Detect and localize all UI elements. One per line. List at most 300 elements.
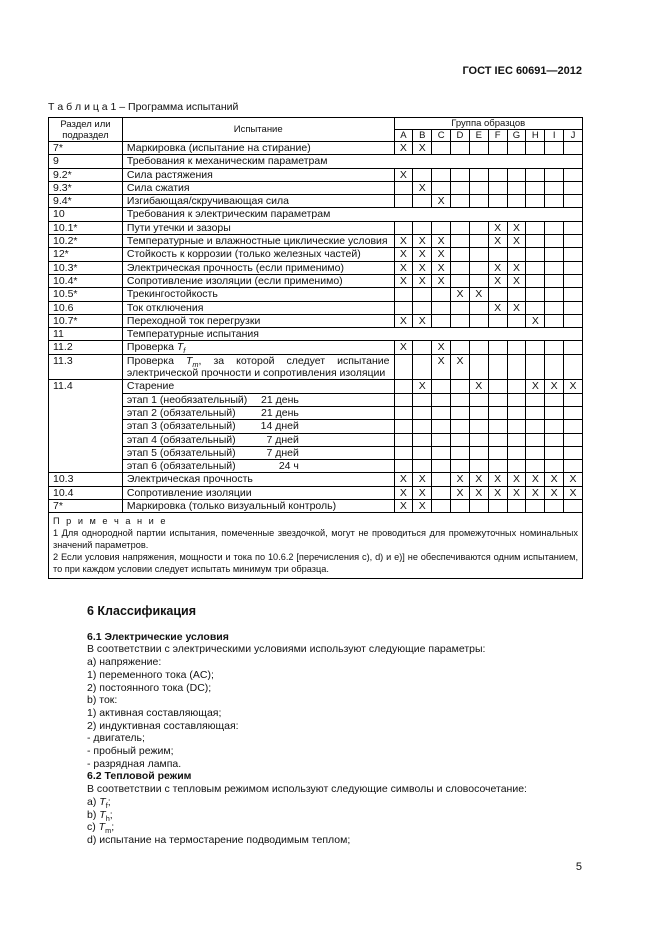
- table-row: [49, 341, 583, 354]
- row-test: [122, 341, 394, 354]
- temp-symbol: $T_f$: [176, 341, 186, 356]
- mark-cell: [507, 446, 526, 459]
- mark-cell: [394, 380, 413, 393]
- mark-cell: [564, 235, 583, 248]
- symbol-subscript: f: [105, 800, 108, 810]
- table-row: [49, 155, 583, 168]
- mark-cell: [564, 460, 583, 473]
- mark-cell: [526, 142, 545, 155]
- mark-cell: [526, 168, 545, 181]
- stage-name: этап 5 (обязательный): [126, 446, 236, 459]
- mark-cell: [469, 354, 488, 380]
- item-suffix: ;: [109, 808, 113, 821]
- section-6-1-list: [87, 656, 587, 770]
- row-section: 11.4: [49, 380, 123, 473]
- row-test: Изгибающая/скручивающая сила: [122, 195, 394, 208]
- mark-cell: X: [469, 288, 488, 301]
- row-section: 7*: [49, 142, 123, 155]
- list-item: - пробный режим;: [87, 745, 174, 758]
- mark-cell: [451, 181, 470, 194]
- mark-cell: [507, 354, 526, 380]
- table-row: [49, 195, 583, 208]
- mark-cell: X: [394, 341, 413, 354]
- mark-cell: [545, 288, 564, 301]
- row-section: 10.2*: [49, 235, 123, 248]
- stage-duration: 7 дней: [266, 433, 299, 446]
- mark-cell: [507, 181, 526, 194]
- stage-name: этап 3 (обязательный): [126, 420, 236, 433]
- mark-cell: X: [451, 486, 470, 499]
- mark-cell: [564, 221, 583, 234]
- mark-cell: [432, 301, 451, 314]
- mark-cell: X: [432, 195, 451, 208]
- mark-cell: [413, 288, 432, 301]
- mark-cell: [451, 314, 470, 327]
- mark-cell: X: [451, 288, 470, 301]
- mark-cell: [432, 486, 451, 499]
- note-item: 2 Если условия напряжения, мощности и тока по 10.6.2 [перечисления c), d) и e)] не обеспечиваются одним испытанием, то при каждом условии следует испытать минимум три образца.: [53, 552, 578, 575]
- mark-cell: [469, 181, 488, 194]
- mark-cell: [413, 406, 432, 419]
- list-item: - разрядная лампа.: [87, 757, 182, 770]
- mark-cell: [451, 221, 470, 234]
- mark-cell: X: [469, 473, 488, 486]
- group-letter: A: [394, 130, 413, 142]
- mark-cell: [545, 142, 564, 155]
- mark-cell: [488, 354, 507, 380]
- mark-cell: [507, 406, 526, 419]
- aging-stage: [122, 406, 394, 419]
- temp-subscript: m: [192, 359, 199, 369]
- mark-cell: [413, 354, 432, 380]
- row-section: 11.2: [49, 341, 123, 354]
- table-row: [49, 500, 583, 513]
- mark-cell: [394, 221, 413, 234]
- group-letter: D: [451, 130, 470, 142]
- mark-cell: [413, 195, 432, 208]
- mark-cell: [451, 393, 470, 406]
- symbol-subscript: m: [105, 826, 112, 836]
- row-test: Маркировка (только визуальный контроль): [122, 500, 394, 513]
- mark-cell: X: [413, 500, 432, 513]
- mark-cell: X: [488, 261, 507, 274]
- mark-cell: [526, 221, 545, 234]
- symbol: T: [99, 808, 106, 821]
- mark-cell: [564, 393, 583, 406]
- mark-cell: [545, 248, 564, 261]
- mark-cell: [432, 393, 451, 406]
- mark-cell: X: [432, 261, 451, 274]
- symbol: T: [99, 795, 106, 808]
- table-row: [49, 181, 583, 194]
- row-section: 10.7*: [49, 314, 123, 327]
- stage-duration: 21 день: [261, 393, 299, 406]
- row-section: 11: [49, 328, 123, 341]
- mark-cell: [413, 393, 432, 406]
- section-6-1-intro: В соответствии с электрическими условиями используют следующие параметры:: [87, 643, 486, 656]
- mark-cell: [545, 420, 564, 433]
- stage-duration: 14 дней: [260, 420, 299, 433]
- mark-cell: [413, 460, 432, 473]
- symbol: T: [98, 821, 106, 834]
- list-item: 2) постоянного тока (DC);: [87, 681, 212, 694]
- list-item: - двигатель;: [87, 732, 145, 745]
- table-row: [49, 354, 583, 380]
- mark-cell: X: [564, 380, 583, 393]
- mark-cell: [545, 221, 564, 234]
- mark-cell: [394, 181, 413, 194]
- mark-cell: [451, 274, 470, 287]
- mark-cell: [432, 380, 451, 393]
- mark-cell: [526, 446, 545, 459]
- mark-cell: [507, 195, 526, 208]
- mark-cell: [545, 274, 564, 287]
- row-test: Маркировка (испытание на стирание): [122, 142, 394, 155]
- mark-cell: X: [413, 181, 432, 194]
- row-test: Требования к механическим параметрам: [122, 155, 582, 168]
- mark-cell: X: [526, 486, 545, 499]
- mark-cell: X: [394, 314, 413, 327]
- mark-cell: [564, 142, 583, 155]
- row-section: 10.5*: [49, 288, 123, 301]
- group-letter: C: [432, 130, 451, 142]
- mark-cell: X: [488, 221, 507, 234]
- mark-cell: X: [394, 500, 413, 513]
- mark-cell: X: [545, 473, 564, 486]
- mark-cell: [545, 500, 564, 513]
- mark-cell: X: [564, 473, 583, 486]
- mark-cell: X: [507, 221, 526, 234]
- table-row: [49, 301, 583, 314]
- row-section: 10.1*: [49, 221, 123, 234]
- mark-cell: [469, 248, 488, 261]
- mark-cell: [507, 500, 526, 513]
- mark-cell: [545, 341, 564, 354]
- mark-cell: [394, 393, 413, 406]
- group-letter: H: [526, 130, 545, 142]
- mark-cell: X: [394, 274, 413, 287]
- mark-cell: [507, 288, 526, 301]
- mark-cell: X: [507, 274, 526, 287]
- row-test: Сила растяжения: [122, 168, 394, 181]
- group-letter: F: [488, 130, 507, 142]
- mark-cell: X: [507, 486, 526, 499]
- row-test: Стойкость к коррозии (только железных частей): [122, 248, 394, 261]
- mark-cell: [564, 261, 583, 274]
- mark-cell: [488, 446, 507, 459]
- page-number: 5: [575, 861, 582, 873]
- mark-cell: [394, 288, 413, 301]
- row-test: Пути утечки и зазоры: [122, 221, 394, 234]
- mark-cell: [488, 433, 507, 446]
- mark-cell: [564, 168, 583, 181]
- mark-cell: [413, 221, 432, 234]
- mark-cell: [432, 181, 451, 194]
- mark-cell: X: [432, 235, 451, 248]
- item-prefix: a): [87, 795, 100, 808]
- mark-cell: X: [413, 486, 432, 499]
- mark-cell: [545, 393, 564, 406]
- section-6-2-intro: В соответствии с тепловым режимом используют следующие символы и словосочетание:: [87, 783, 527, 796]
- row-test: Температурные и влажностные циклические условия: [122, 235, 394, 248]
- mark-cell: [432, 500, 451, 513]
- stage-duration: 7 дней: [266, 446, 299, 459]
- row-section: 10.6: [49, 301, 123, 314]
- mark-cell: [394, 460, 413, 473]
- mark-cell: [526, 420, 545, 433]
- mark-cell: X: [413, 473, 432, 486]
- mark-cell: [564, 301, 583, 314]
- mark-cell: X: [526, 380, 545, 393]
- mark-cell: [469, 221, 488, 234]
- mark-cell: [451, 261, 470, 274]
- mark-cell: [432, 168, 451, 181]
- mark-cell: [488, 181, 507, 194]
- item-prefix: d) испытание на термостарение подводимым теплом;: [87, 833, 351, 846]
- mark-cell: [413, 446, 432, 459]
- mark-cell: X: [394, 168, 413, 181]
- mark-cell: X: [413, 380, 432, 393]
- list-item: b) ток:: [87, 694, 118, 707]
- test-program-table: [48, 117, 583, 579]
- mark-cell: [564, 500, 583, 513]
- mark-cell: X: [413, 235, 432, 248]
- mark-cell: [469, 274, 488, 287]
- mark-cell: X: [545, 486, 564, 499]
- mark-cell: [469, 195, 488, 208]
- mark-cell: X: [394, 473, 413, 486]
- mark-cell: X: [394, 486, 413, 499]
- mark-cell: [545, 195, 564, 208]
- mark-cell: [394, 354, 413, 380]
- group-letter: G: [507, 130, 526, 142]
- mark-cell: X: [507, 301, 526, 314]
- mark-cell: X: [432, 341, 451, 354]
- mark-cell: [564, 181, 583, 194]
- mark-cell: [451, 341, 470, 354]
- mark-cell: X: [432, 274, 451, 287]
- mark-cell: [469, 301, 488, 314]
- section-6-2-list: [87, 796, 587, 847]
- mark-cell: X: [488, 473, 507, 486]
- mark-cell: [526, 248, 545, 261]
- mark-cell: [488, 341, 507, 354]
- note-item: 1 Для однородной партии испытания, помеченные звездочкой, могут не проводиться для промежуточных номинальных значений параметров.: [53, 528, 578, 551]
- table-row: [49, 208, 583, 221]
- mark-cell: [488, 393, 507, 406]
- mark-cell: [564, 446, 583, 459]
- mark-cell: [451, 248, 470, 261]
- standard-designation: ГОСТ IEC 60691—2012: [462, 65, 582, 77]
- mark-cell: [507, 341, 526, 354]
- section-6: [87, 605, 587, 847]
- mark-cell: [526, 301, 545, 314]
- row-section: 12*: [49, 248, 123, 261]
- stage-name: этап 1 (необязательный): [126, 393, 248, 406]
- row-test: Требования к электрическим параметрам: [122, 208, 582, 221]
- row-test: Переходной ток перегрузки: [122, 314, 394, 327]
- mark-cell: [488, 314, 507, 327]
- mark-cell: [451, 406, 470, 419]
- stage-name: этап 2 (обязательный): [126, 406, 236, 419]
- mark-cell: X: [413, 274, 432, 287]
- mark-cell: [564, 433, 583, 446]
- mark-cell: [488, 500, 507, 513]
- mark-cell: [564, 195, 583, 208]
- section-6-2-title: 6.2 Тепловой режим: [87, 770, 192, 783]
- mark-cell: X: [526, 314, 545, 327]
- mark-cell: X: [413, 142, 432, 155]
- mark-cell: X: [488, 235, 507, 248]
- table-row: [49, 406, 583, 419]
- mark-cell: [488, 248, 507, 261]
- table-row: [49, 248, 583, 261]
- mark-cell: [526, 406, 545, 419]
- mark-cell: [526, 195, 545, 208]
- mark-cell: [545, 460, 564, 473]
- mark-cell: [526, 341, 545, 354]
- test-text: Проверка: [126, 354, 186, 367]
- mark-cell: [394, 420, 413, 433]
- mark-cell: [432, 406, 451, 419]
- aging-stage: [122, 446, 394, 459]
- mark-cell: [526, 433, 545, 446]
- mark-cell: [507, 460, 526, 473]
- mark-cell: [394, 301, 413, 314]
- mark-cell: [488, 420, 507, 433]
- row-test: Электрическая прочность (если применимо): [122, 261, 394, 274]
- list-item: [87, 821, 587, 834]
- aging-stage: [122, 460, 394, 473]
- mark-cell: [545, 261, 564, 274]
- mark-cell: [469, 420, 488, 433]
- section-6-1-title: 6.1 Электрические условия: [87, 630, 229, 643]
- mark-cell: X: [488, 301, 507, 314]
- mark-cell: X: [394, 235, 413, 248]
- mark-cell: [545, 446, 564, 459]
- row-section: 9.3*: [49, 181, 123, 194]
- mark-cell: [507, 393, 526, 406]
- mark-cell: [526, 288, 545, 301]
- mark-cell: [526, 181, 545, 194]
- mark-cell: [469, 433, 488, 446]
- group-letter: J: [564, 130, 583, 142]
- mark-cell: [545, 354, 564, 380]
- mark-cell: [545, 181, 564, 194]
- list-item: 1) переменного тока (AC);: [87, 668, 214, 681]
- mark-cell: [545, 406, 564, 419]
- mark-cell: [451, 500, 470, 513]
- mark-cell: [451, 433, 470, 446]
- mark-cell: [432, 288, 451, 301]
- mark-cell: X: [394, 261, 413, 274]
- symbol-subscript: h: [105, 813, 110, 823]
- note-row: [49, 513, 583, 579]
- mark-cell: [564, 314, 583, 327]
- item-prefix: c): [87, 821, 99, 834]
- row-test: Ток отключения: [122, 301, 394, 314]
- table-row: [49, 288, 583, 301]
- mark-cell: [564, 248, 583, 261]
- mark-cell: [526, 460, 545, 473]
- mark-cell: X: [432, 248, 451, 261]
- mark-cell: [451, 142, 470, 155]
- row-test: [122, 354, 394, 380]
- mark-cell: [545, 301, 564, 314]
- mark-cell: [394, 433, 413, 446]
- aging-stage: [122, 393, 394, 406]
- mark-cell: [432, 142, 451, 155]
- mark-cell: [394, 446, 413, 459]
- mark-cell: [507, 248, 526, 261]
- mark-cell: X: [451, 473, 470, 486]
- mark-cell: X: [469, 486, 488, 499]
- mark-cell: [413, 433, 432, 446]
- mark-cell: X: [432, 354, 451, 380]
- mark-cell: [451, 380, 470, 393]
- row-test: Трекингостойкость: [122, 288, 394, 301]
- mark-cell: [451, 301, 470, 314]
- mark-cell: [526, 261, 545, 274]
- mark-cell: [432, 420, 451, 433]
- row-test: Сопротивление изоляции: [122, 486, 394, 499]
- mark-cell: [451, 420, 470, 433]
- table-row: [49, 446, 583, 459]
- table-row: [49, 433, 583, 446]
- mark-cell: X: [488, 486, 507, 499]
- row-section: 10.4*: [49, 274, 123, 287]
- mark-cell: [469, 446, 488, 459]
- mark-cell: [451, 460, 470, 473]
- col-header-test: Испытание: [122, 118, 394, 142]
- mark-cell: [451, 195, 470, 208]
- mark-cell: [469, 235, 488, 248]
- mark-cell: X: [507, 261, 526, 274]
- row-test: Сила сжатия: [122, 181, 394, 194]
- row-section: 10.4: [49, 486, 123, 499]
- mark-cell: [564, 354, 583, 380]
- mark-cell: [507, 314, 526, 327]
- mark-cell: [564, 274, 583, 287]
- list-item: 1) активная составляющая;: [87, 706, 222, 719]
- mark-cell: [507, 168, 526, 181]
- mark-cell: [526, 235, 545, 248]
- mark-cell: [451, 168, 470, 181]
- group-letter: B: [413, 130, 432, 142]
- list-item: [87, 809, 587, 822]
- mark-cell: [545, 314, 564, 327]
- row-section: 10.3*: [49, 261, 123, 274]
- table-row: [49, 328, 583, 341]
- mark-cell: [564, 420, 583, 433]
- table-row: [49, 274, 583, 287]
- table-note: [49, 513, 583, 579]
- mark-cell: [545, 433, 564, 446]
- item-suffix: ;: [111, 821, 115, 834]
- mark-cell: [413, 341, 432, 354]
- mark-cell: [451, 235, 470, 248]
- temp-symbol: $T_m$: [185, 354, 199, 369]
- stage-duration: 24 ч: [278, 460, 299, 473]
- stage-duration: 21 день: [261, 406, 299, 419]
- section-6-title: 6 Классификация: [87, 604, 197, 618]
- table-row: [49, 261, 583, 274]
- mark-cell: X: [545, 380, 564, 393]
- mark-cell: [469, 341, 488, 354]
- mark-cell: [526, 393, 545, 406]
- mark-cell: [432, 221, 451, 234]
- mark-cell: [545, 168, 564, 181]
